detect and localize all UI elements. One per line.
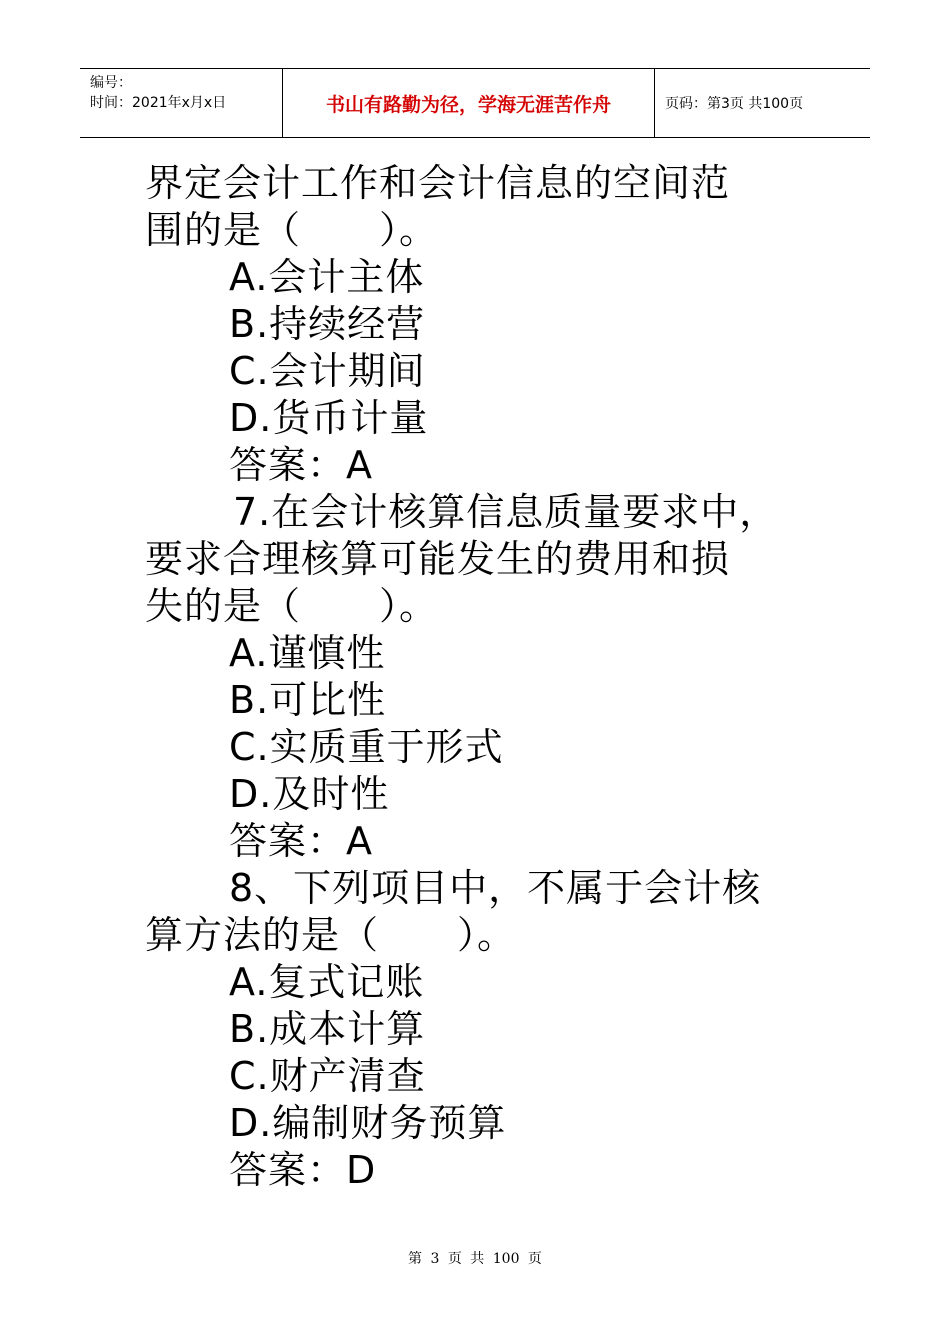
question-stem-line: 要求合理核算可能发生的费用和损 (145, 537, 731, 581)
option-b: B.可比性 (229, 678, 387, 722)
header-motto: 书山有路勤为径，学海无涯苦作舟 (282, 69, 655, 137)
time-label: 时间：2021年x月x日 (90, 95, 227, 111)
option-d: D.编制财务预算 (229, 1101, 507, 1145)
option-c: C.会计期间 (229, 349, 426, 393)
header-meta (80, 69, 282, 137)
page-header (80, 68, 870, 138)
question-stem-line: 算方法的是（ ）。 (145, 913, 517, 957)
question-stem-line: 围的是（ ）。 (145, 208, 439, 252)
option-b: B.成本计算 (229, 1007, 426, 1051)
answer-line: 答案：D (229, 1148, 377, 1192)
document-body (145, 160, 825, 1194)
number-label: 编号： (90, 75, 132, 91)
option-a: A.谨慎性 (229, 631, 386, 675)
question-stem-line: 7.在会计核算信息质量要求中， (233, 490, 779, 534)
option-b: B.持续经营 (229, 302, 426, 346)
question-stem-line: 8、下列项目中，不属于会计核 (229, 866, 762, 910)
header-page-info: 页码：第3页 共100页 (665, 96, 804, 112)
option-c: C.财产清查 (229, 1054, 426, 1098)
question-block (145, 865, 825, 1194)
question-block (145, 489, 825, 865)
option-a: A.会计主体 (229, 255, 425, 299)
option-c: C.实质重于形式 (229, 725, 504, 769)
answer-line: 答案：A (229, 819, 373, 863)
option-a: A.复式记账 (229, 960, 425, 1004)
question-stem-line: 失的是（ ）。 (145, 584, 439, 628)
answer-line: 答案：A (229, 443, 373, 487)
page-footer: 第 3 页 共 100 页 (408, 1251, 542, 1267)
option-d: D.货币计量 (229, 396, 429, 440)
option-d: D.及时性 (229, 772, 390, 816)
question-block (145, 160, 825, 489)
question-stem-line: 界定会计工作和会计信息的空间范 (145, 161, 731, 205)
